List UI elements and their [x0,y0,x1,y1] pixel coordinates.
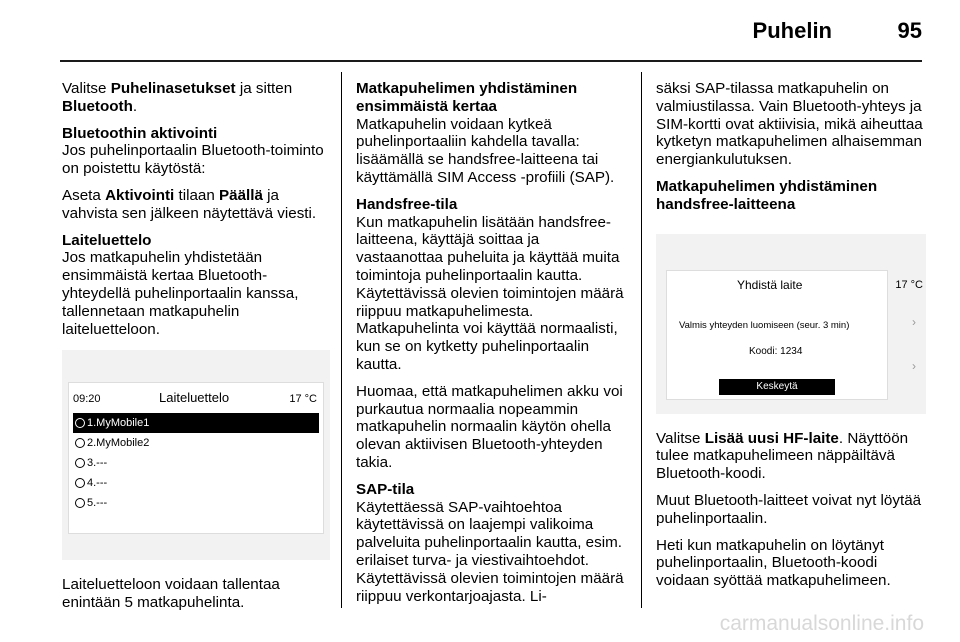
chevron-right-icon: › [912,314,916,329]
column-3 [656,80,926,599]
paragraph: Laiteluetteloon voidaan tallentaa enintään 5 matkapuhelinta. [62,576,280,612]
radio-icon [75,438,85,448]
list-item[interactable]: 3.--- [73,453,319,473]
column-divider [641,72,642,608]
screen-status-bar [69,387,323,407]
paragraph: Aseta Aktivointi tilaan Päällä ja vahvista sen jälkeen näytettävä viesti. [62,186,317,222]
paragraph: Kun matkapuhelin lisätään handsfree-laitteena, käyttäjä soittaa ja vastaanottaa puheluita ja käyttää muita toimintoja puhelinportaalin kautta. Käytettävissä olevien toimintojen määrä riippuu matkapuhelimesta. Matkapuhelinta voi käyttää normaalisti, kun se on kytketty puhelinportaalin kautta. [356,213,624,373]
heading-handsfree-mode: Handsfree-tila [356,195,458,213]
paragraph: Käytettäessä SAP-vaihtoehtoa käytettävissä on laajempi valikoima palveluita puhelinportaalin kautta, esim. erilaiset turva- ja viestivaihtoehdot. Käytettävissä olevien toimintojen määrä riippuu verkontarjoajasta. Li- [356,498,624,605]
chevron-right-icon: › [912,358,916,373]
heading-first-connection: Matkapuhelimen yhdistäminen ensimmäistä kertaa [356,80,578,115]
device-list-figure [62,350,330,560]
device-list [73,413,319,513]
cancel-button[interactable]: Keskeytä [719,379,835,395]
temperature: 17 °C [895,278,923,291]
radio-icon [75,458,85,468]
radio-icon [75,478,85,488]
heading-connect-handsfree: Matkapuhelimen yhdistäminen handsfree-laitteena [656,177,878,213]
heading-device-list: Laiteluettelo [62,231,152,249]
watermark: carmanualsonline.info [719,612,924,635]
bluetooth-code: Koodi: 1234 [749,345,803,357]
paragraph: Jos matkapuhelin yhdistetään ensimmäistä kertaa Bluetooth-yhteydellä puhelinportaalin kanssa, tallennetaan matkapuhelin laiteluetteloon. [62,249,299,338]
intro-paragraph: Valitse Puhelinasetukset ja sitten Bluetooth. [62,80,293,115]
page-title: Puhelin [752,18,832,43]
column-divider [341,72,342,608]
paragraph: säksi SAP-tilassa matkapuhelin on valmiustilassa. Vain Bluetooth-yhteys ja SIM-kortti ovat aktiivisia, mikä aiheuttaa kytketyn matkapuhelimen alhaisemman energiankulutuksen. [656,80,923,169]
device-list-screen [68,382,324,534]
temperature: 17 °C [289,393,317,406]
status-message: Valmis yhteyden luomiseen (seur. 3 min) [679,319,850,331]
list-item[interactable]: 2.MyMobile2 [73,433,319,453]
page-header [60,0,922,62]
list-item[interactable]: 1.MyMobile1 [73,413,319,433]
screen-title: Yhdistä laite [737,277,803,292]
column-1 [62,80,330,621]
column-2 [356,80,626,614]
clock: 09:20 [73,393,101,406]
page-number: 95 [897,18,922,43]
paragraph: Heti kun matkapuhelin on löytänyt puhelinportaalin, Bluetooth-koodi voidaan syöttää matkapuhelimeen. [656,536,891,590]
paragraph: Huomaa, että matkapuhelimen akku voi purkautua normaalia nopeammin matkapuhelin normaalin käytön ohella olevan aktiivisen Bluetooth-yhteyden takia. [356,382,623,471]
connect-device-figure [656,234,926,414]
heading-bluetooth-activation: Bluetoothin aktivointi [62,124,218,142]
list-item[interactable]: 4.--- [73,473,319,493]
paragraph: Jos puhelinportaalin Bluetooth-toiminto on poistettu käytöstä: [62,142,324,178]
screen-title: Laiteluettelo [159,390,230,406]
paragraph: Valitse Lisää uusi HF-laite. Näyttöön tulee matkapuhelimeen näppäiltävä Bluetooth-koodi. [656,429,909,483]
heading-sap-mode: SAP-tila [356,480,415,498]
paragraph: Matkapuhelin voidaan kytkeä puhelinportaaliin kahdella tavalla: lisäämällä se handsfree-laitteena tai käyttämällä SIM Access -profiili (SAP). [356,115,615,186]
connect-device-screen [666,270,923,400]
list-item[interactable]: 5.--- [73,493,319,513]
radio-icon [75,418,85,428]
paragraph: Muut Bluetooth-laitteet voivat nyt löytää puhelinportaalin. [656,491,922,527]
radio-icon [75,498,85,508]
